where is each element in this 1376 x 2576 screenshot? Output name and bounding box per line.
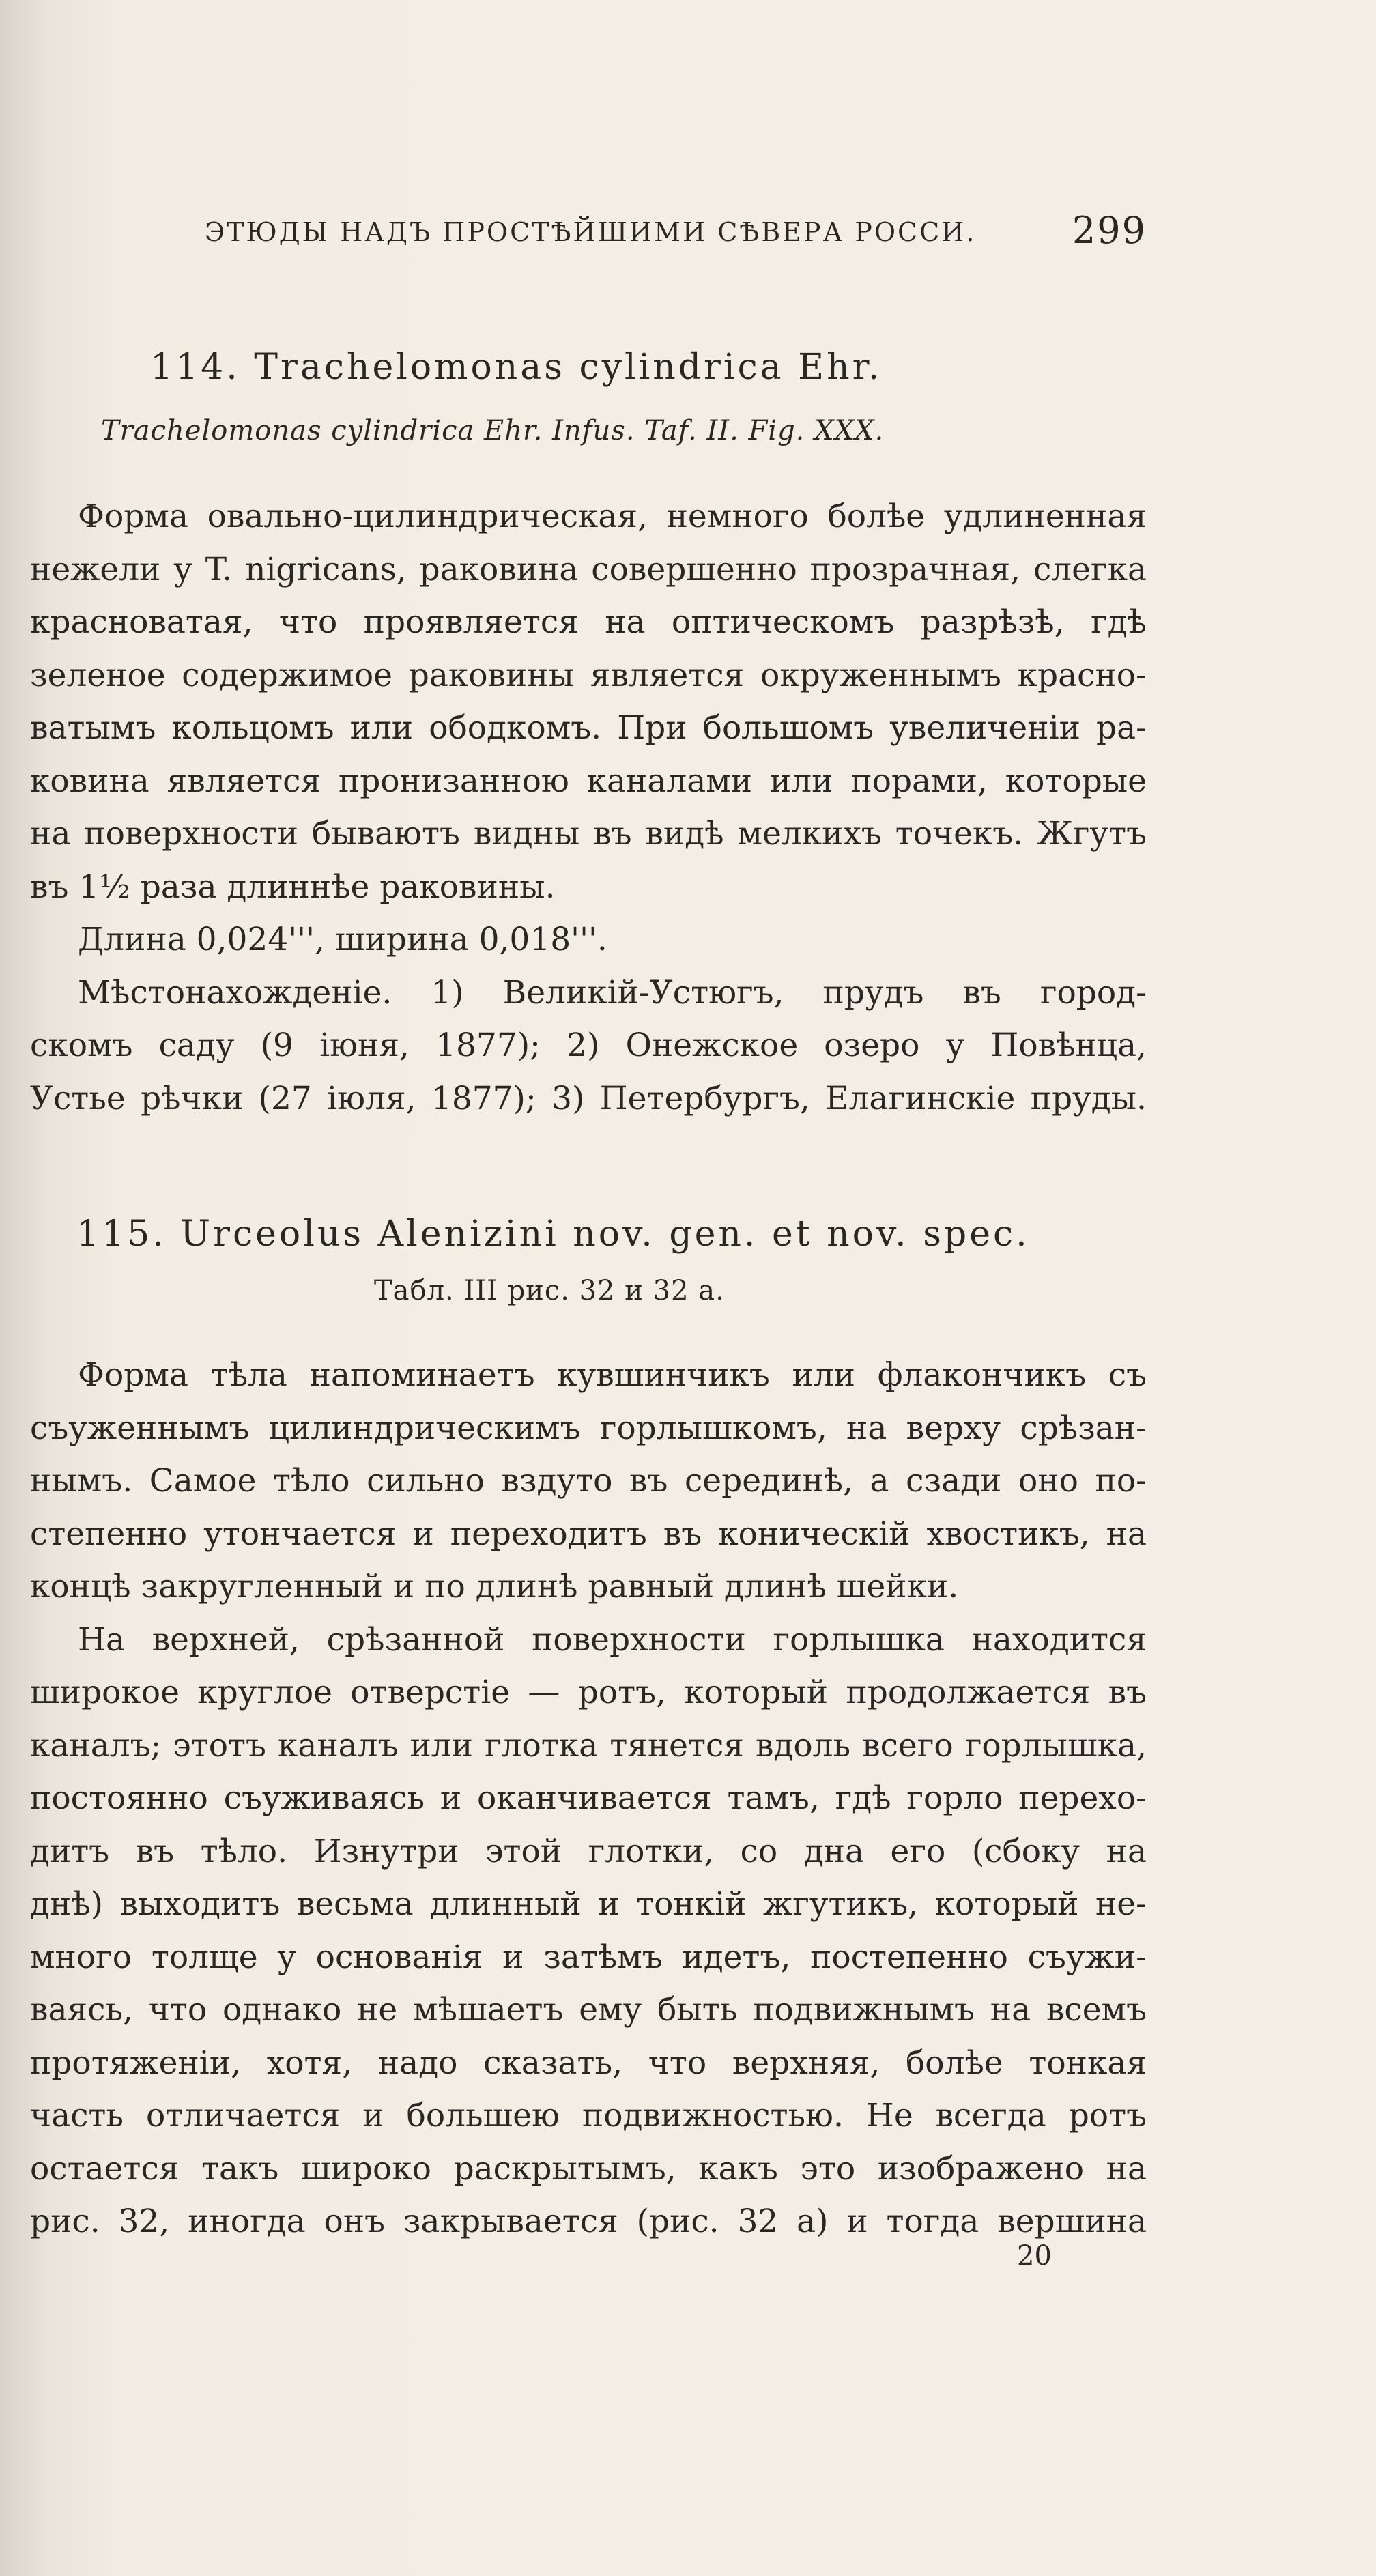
text-line: Мѣстонахожденiе. 1) Великiй-Устюгъ, прудъ въ город- (78, 973, 1147, 1012)
section-115-title: 115. Urceolus Alenizini nov. gen. et nov. spec. (76, 1214, 1030, 1255)
printer-signature-mark: 20 (1017, 2240, 1052, 2272)
section-115-description (30, 1349, 1147, 2248)
text-line: каналъ; этотъ каналъ или глотка тянется вдоль всего горлышка, (30, 1726, 1147, 1764)
page-header (205, 209, 1147, 254)
text-line: въ 1½ раза длиннѣе раковины. (30, 868, 556, 906)
text-line: постоянно съуживаясь и оканчивается тамъ, гдѣ горло перехо- (30, 1779, 1147, 1817)
text-line: съуженнымъ цилиндрическимъ горлышкомъ, на верху срѣзан- (30, 1409, 1147, 1447)
text-line: много толще у основанiя и затѣмъ идетъ, постепенно съужи- (30, 1938, 1147, 1976)
text-line: ковина является пронизанною каналами или порами, которые (30, 762, 1147, 800)
measurements: Длина 0,024''', ширина 0,018'''. (78, 921, 607, 958)
text-line: протяженiи, хотя, надо сказать, что верхняя, болѣе тонкая (30, 2044, 1147, 2082)
section-115-plate-reference: Табл. III рис. 32 и 32 а. (374, 1275, 725, 1306)
section-114-title: 114. Trachelomonas cylindrica Ehr. (150, 347, 883, 388)
running-head: ЭТЮДЫ НАДЪ ПРОСТѢЙШИМИ СѢВЕРА РОССИ. (205, 217, 977, 247)
text-line: Форма тѣла напоминаетъ кувшинчикъ или флакончикъ съ (78, 1356, 1147, 1394)
text-line: часть отличается и большею подвижностью. Не всегда ротъ (30, 2097, 1147, 2134)
text-line: нымъ. Самое тѣло сильно вздуто въ серединѣ, а сзади оно по- (30, 1462, 1147, 1500)
text-line: ваясь, что однако не мѣшаетъ ему быть подвижнымъ на всемъ (30, 1991, 1147, 2029)
text-line: концѣ закругленный и по длинѣ равный длинѣ шейки. (30, 1568, 959, 1605)
text-line: остается такъ широко раскрытымъ, какъ это изображено на (30, 2149, 1147, 2188)
text-line: днѣ) выходитъ весьма длинный и тонкiй жгутикъ, который не- (30, 1885, 1147, 1923)
text-line: скомъ саду (9 iюня, 1877); 2) Онежское озеро у Повѣнца, (30, 1027, 1147, 1064)
page-number: 299 (1072, 209, 1147, 252)
section-114-description (30, 490, 1147, 1125)
text-line: нежели у T. nigricans, раковина совершенно прозрачная, слегка (30, 550, 1147, 588)
text-line: на поверхности бываютъ видны въ видѣ мелкихъ точекъ. Жгутъ (30, 815, 1147, 853)
text-line: рис. 32, иногда онъ закрывается (рис. 32 а) и тогда вершина (30, 2203, 1147, 2240)
text-line: зеленое содержимое раковины является окруженнымъ красно- (30, 656, 1147, 694)
section-114-reference: Trachelomonas cylindrica Ehr. Infus. Taf. II. Fig. XXX. (101, 415, 885, 446)
text-line: дитъ въ тѣло. Изнутри этой глотки, со дна его (сбоку на (30, 1832, 1147, 1870)
text-line: Устье рѣчки (27 iюля, 1877); 3) Петербургъ, Елагинскiе пруды. (30, 1079, 1147, 1117)
text-line: Форма овально-цилиндрическая, немного болѣе удлиненная (78, 498, 1147, 535)
text-line: широкое круглое отверстiе — ротъ, который продолжается въ (30, 1674, 1147, 1711)
text-line: красноватая, что проявляется на оптическомъ разрѣзѣ, гдѣ (30, 603, 1147, 641)
text-line: ватымъ кольцомъ или ободкомъ. При большомъ увеличенiи ра- (30, 709, 1147, 747)
text-line: На верхней, срѣзанной поверхности горлышка находится (78, 1620, 1147, 1659)
text-line: степенно утончается и переходитъ въ коническiй хвостикъ, на (30, 1515, 1147, 1553)
